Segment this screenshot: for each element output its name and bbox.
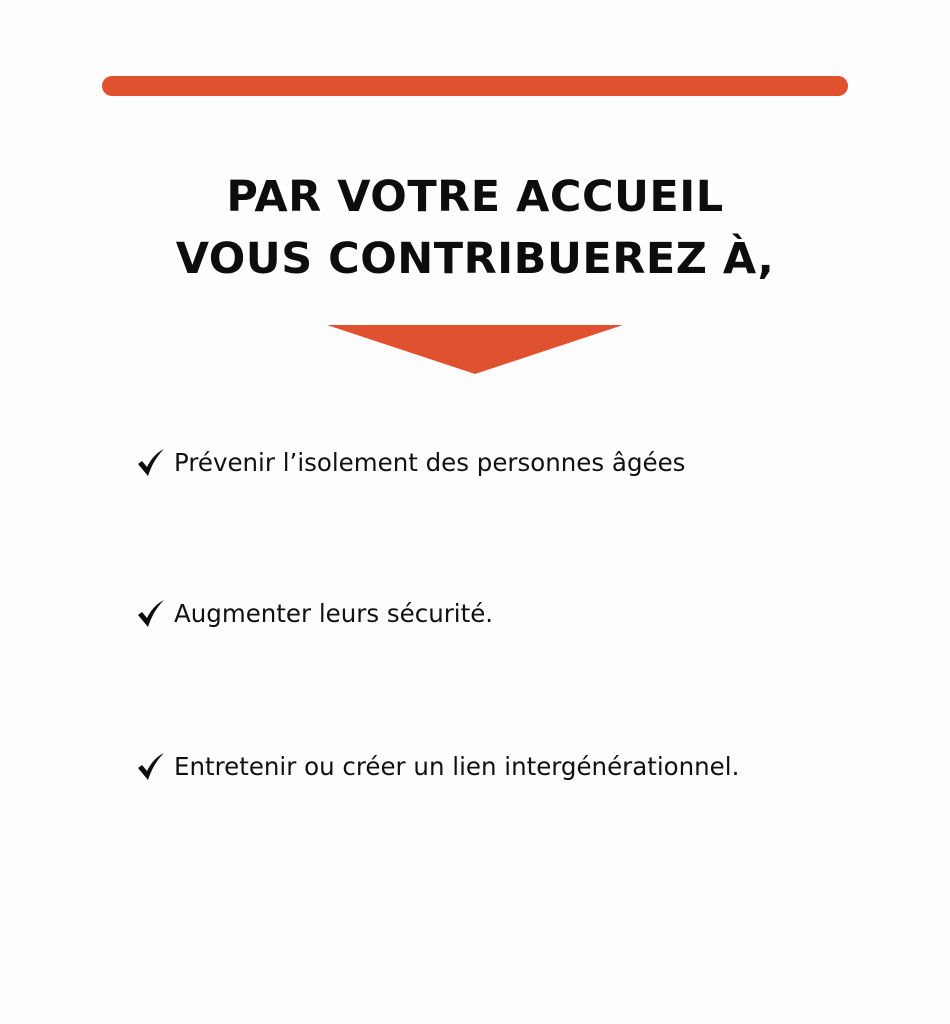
benefit-text: Augmenter leurs sécurité. — [174, 599, 494, 628]
checkmark-icon — [136, 752, 166, 782]
benefit-text: Prévenir l’isolement des personnes âgées — [174, 448, 686, 477]
accent-bar — [102, 76, 848, 96]
checkmark-icon — [136, 448, 166, 478]
headline — [0, 166, 950, 290]
checkmark-icon — [136, 599, 166, 629]
benefit-item — [136, 448, 685, 478]
benefit-item — [136, 752, 739, 782]
headline-line-2: VOUS CONTRIBUEREZ À, — [175, 234, 775, 284]
down-arrow-icon — [327, 325, 623, 374]
headline-line-1: PAR VOTRE ACCUEIL — [226, 172, 724, 222]
benefit-text: Entretenir ou créer un lien intergénérationnel. — [174, 752, 740, 781]
benefit-item — [136, 599, 493, 629]
